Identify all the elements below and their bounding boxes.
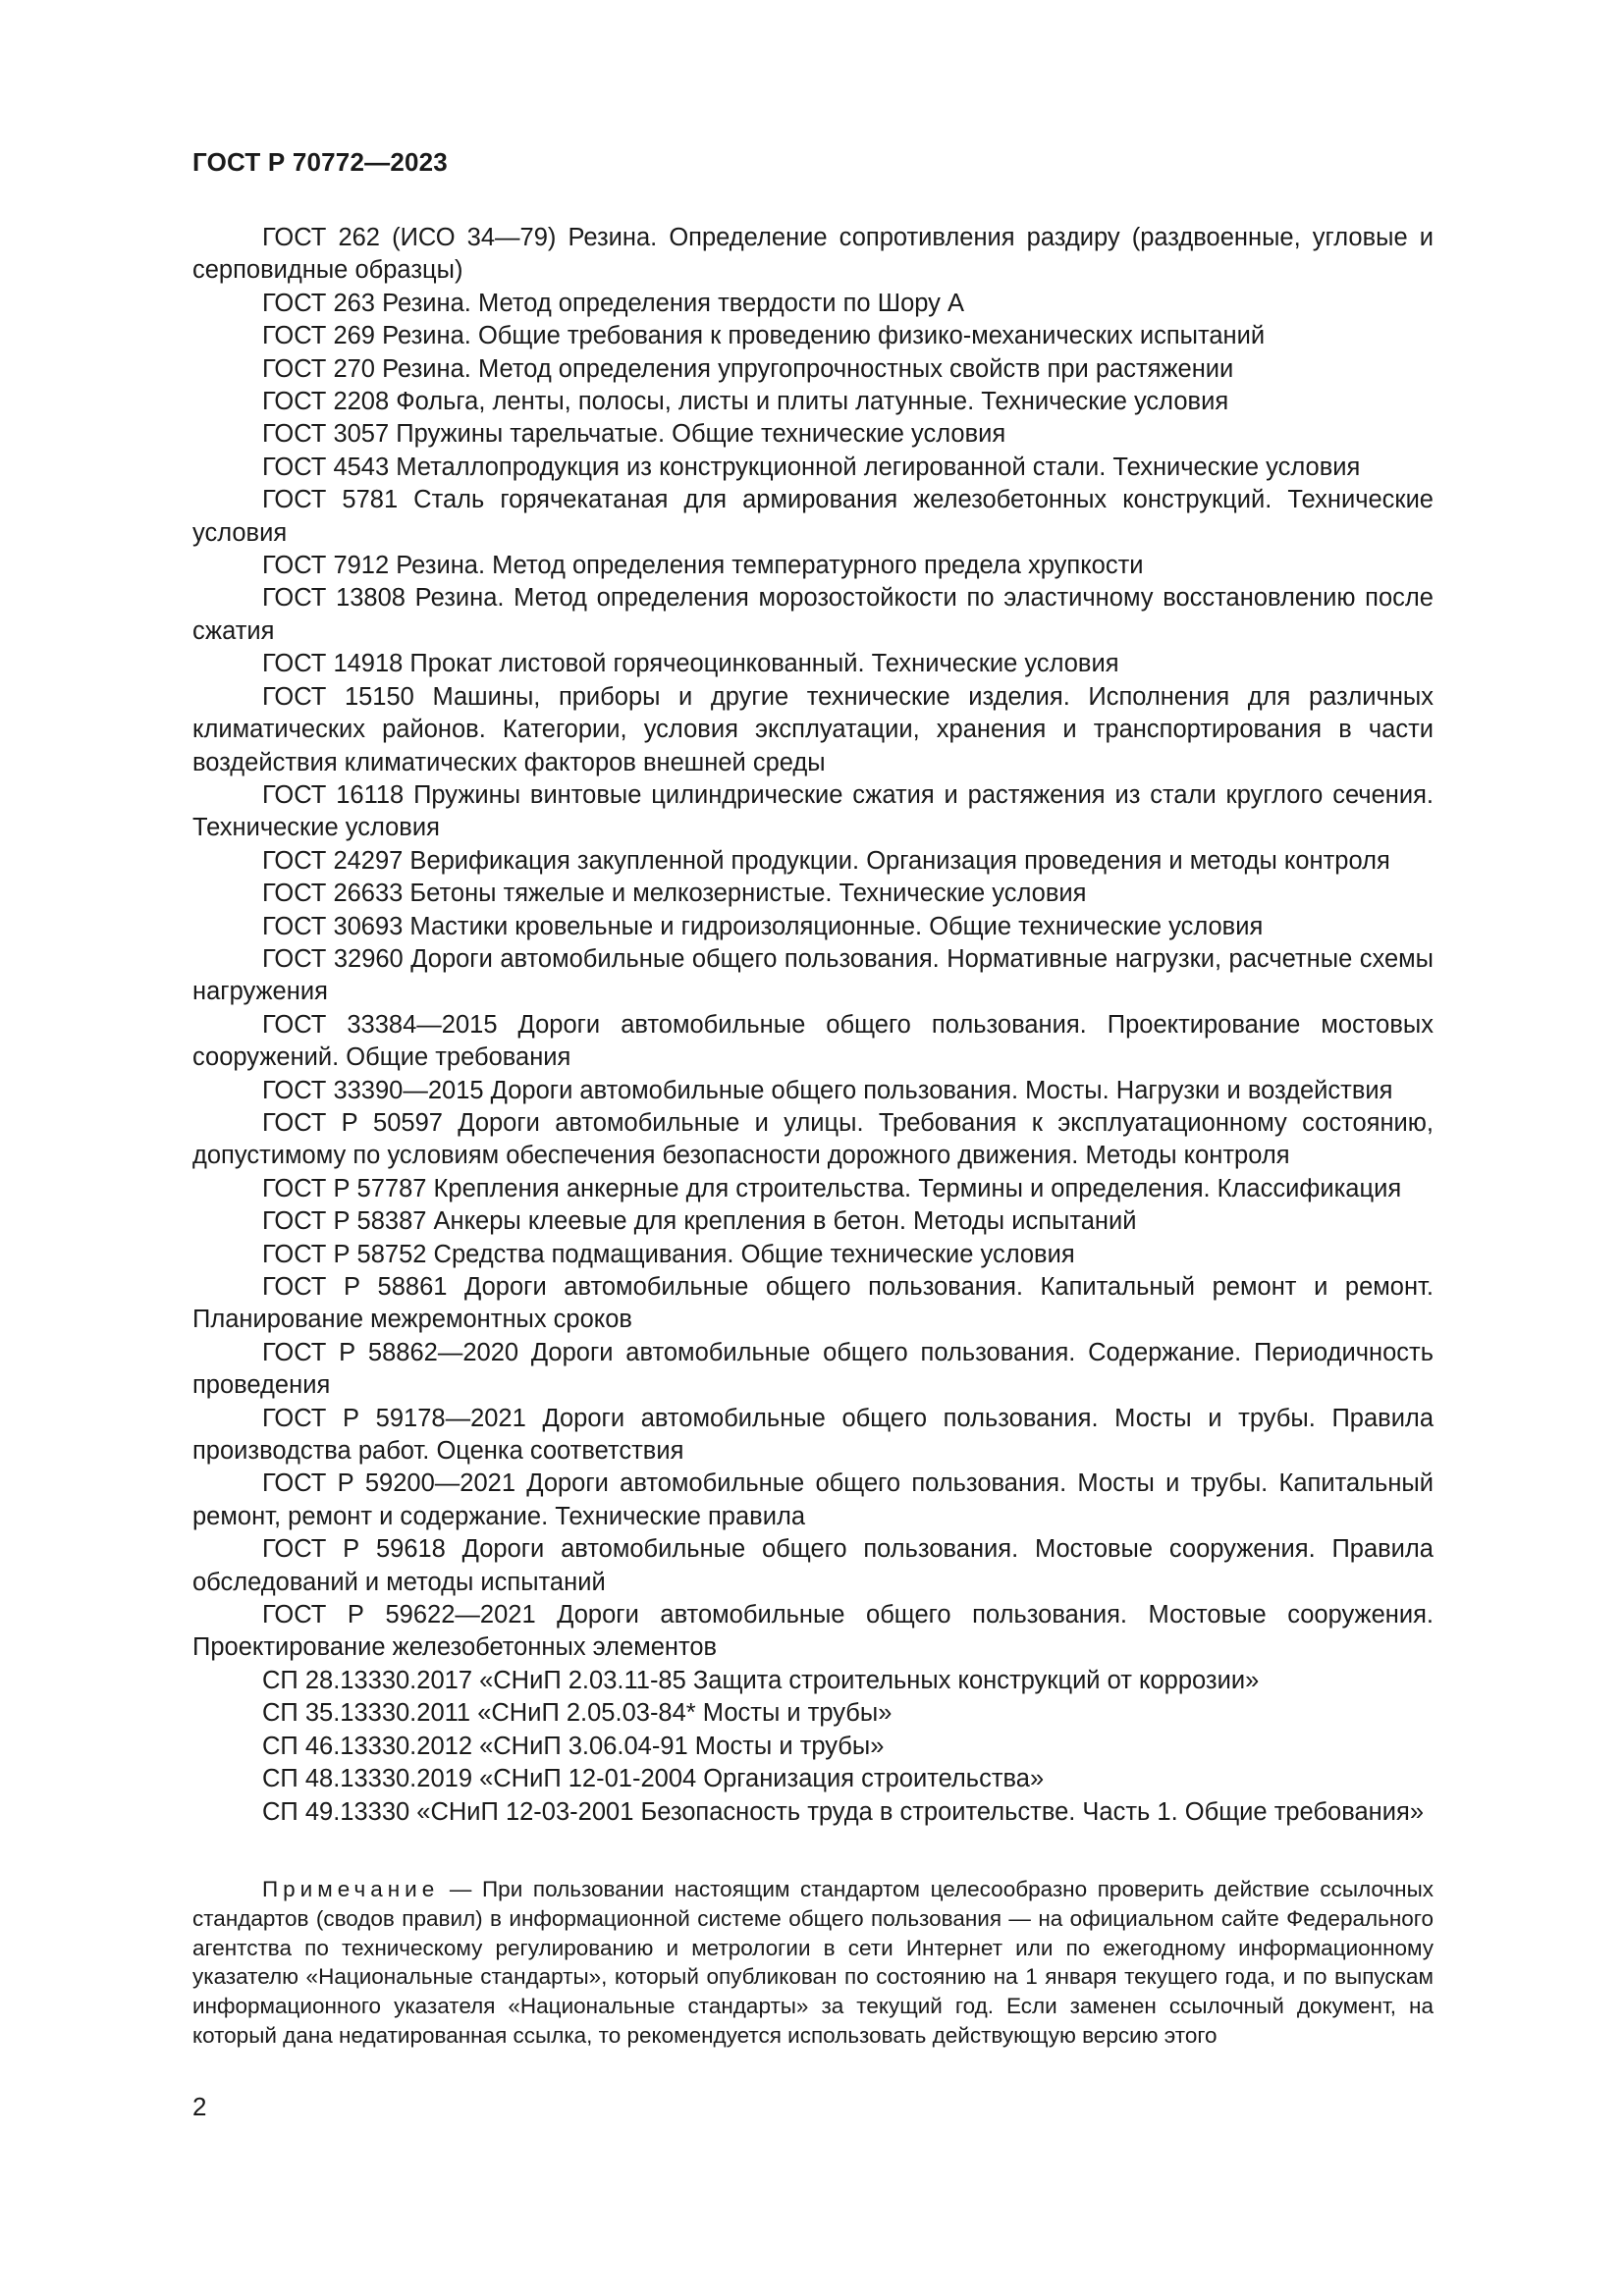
reference-entry: ГОСТ 3057 Пружины тарельчатые. Общие технические условия [262,420,1006,449]
reference-entry: СП 46.13330.2012 «СНиП 3.06.04-91 Мосты и трубы» [262,1732,885,1760]
reference-entry: СП 28.13330.2017 «СНиП 2.03.11-85 Защита строительных конструкций от коррозии» [262,1666,1260,1694]
reference-entry: ГОСТ 33390—2015 Дороги автомобильные общего пользования. Мосты. Нагрузки и воздействия [262,1076,1393,1104]
reference-entry: ГОСТ 32960 Дороги автомобильные общего пользования. Нормативные нагрузки, расчетные схемы нагружения [192,944,1434,1006]
note-text: — При пользовании настоящим стандартом целесообразно проверить действие ссылочных стандартов (сводов правил) в информационной системе общего пользования — на официальном сайте Федерального агентства по техническому регулированию и метрологии в сети Интернет или по ежегодному информационному указателю «Национальные стандарты», который опубликован по состоянию на 1 января текущего года, и по выпускам информационного указателя «Национальные стандарты» за текущий год. Если заменен ссылочный документ, на который дана недатированная ссылка, то рекомендуется использовать действующую версию этого [192,1877,1434,2048]
reference-entry: СП 35.13330.2011 «СНиП 2.05.03-84* Мосты и трубы» [262,1699,893,1728]
reference-entry: ГОСТ 269 Резина. Общие требования к проведению физико-механических испытаний [262,322,1266,350]
reference-entry: ГОСТ Р 58752 Средства подмащивания. Общие технические условия [262,1240,1075,1268]
document-header: ГОСТ Р 70772—2023 [192,147,448,177]
reference-entry: ГОСТ Р 59200—2021 Дороги автомобильные общего пользования. Мосты и трубы. Капитальный ремонт, ремонт и содержание. Технические правила [192,1469,1434,1530]
reference-entry: ГОСТ 13808 Резина. Метод определения морозостойкости по эластичному восстановлению после сжатия [192,584,1434,645]
reference-entry: ГОСТ Р 59178—2021 Дороги автомобильные общего пользования. Мосты и трубы. Правила производства работ. Оценка соответствия [192,1404,1434,1466]
reference-entry: ГОСТ 24297 Верификация закупленной продукции. Организация проведения и методы контроля [262,846,1390,875]
reference-entry: ГОСТ Р 59618 Дороги автомобильные общего пользования. Мостовые сооружения. Правила обследований и методы испытаний [192,1535,1434,1596]
note-label: Примечание [262,1877,440,1901]
reference-entry: ГОСТ 30693 Мастики кровельные и гидроизоляционные. Общие технические условия [262,912,1264,940]
reference-entry: ГОСТ 14918 Прокат листовой горячеоцинкованный. Технические условия [262,650,1119,678]
reference-entry: СП 49.13330 «СНиП 12-03-2001 Безопасность труда в строительстве. Часть 1. Общие требования» [262,1797,1424,1826]
reference-entry: ГОСТ 4543 Металлопродукция из конструкционной легированной стали. Технические условия [262,453,1361,481]
reference-entry: ГОСТ 2208 Фольга, ленты, полосы, листы и плиты латунные. Технические условия [262,388,1229,416]
reference-entry: ГОСТ Р 57787 Крепления анкерные для строительства. Термины и определения. Классификация [262,1174,1402,1202]
reference-entry: ГОСТ 15150 Машины, приборы и другие технические изделия. Исполнения для различных климатических районов. Категории, условия эксплуатации, хранения и транспортирования в части воздействия климатических факторов внешней среды [192,682,1434,776]
reference-entry: ГОСТ Р 58861 Дороги автомобильные общего пользования. Капитальный ремонт и ремонт. Планирование межремонтных сроков [192,1273,1434,1334]
reference-entry: ГОСТ 5781 Сталь горячекатаная для армирования железобетонных конструкций. Технические условия [192,486,1434,547]
reference-entry: СП 48.13330.2019 «СНиП 12-01-2004 Организация строительства» [262,1765,1045,1793]
reference-entry: ГОСТ 16118 Пружины винтовые цилиндрические сжатия и растяжения из стали круглого сечения. Технические условия [192,780,1434,842]
note-paragraph [192,1875,1434,2051]
reference-entry: ГОСТ 262 (ИСО 34—79) Резина. Определение сопротивления раздиру (раздвоенные, угловые и серповидные образцы) [192,224,1434,285]
reference-entry: ГОСТ 33384—2015 Дороги автомобильные общего пользования. Проектирование мостовых сооружений. Общие требования [192,1010,1434,1072]
reference-entry: ГОСТ 7912 Резина. Метод определения температурного предела хрупкости [262,552,1144,580]
reference-entry: ГОСТ Р 58387 Анкеры клеевые для крепления в бетон. Методы испытаний [262,1207,1137,1236]
reference-entry: ГОСТ Р 58862—2020 Дороги автомобильные общего пользования. Содержание. Периодичность проведения [192,1338,1434,1400]
reference-entry: ГОСТ 26633 Бетоны тяжелые и мелкозернистые. Технические условия [262,880,1087,908]
reference-entry: ГОСТ 270 Резина. Метод определения упругопрочностных свойств при растяжении [262,354,1234,383]
reference-entry: ГОСТ Р 50597 Дороги автомобильные и улицы. Требования к эксплуатационному состоянию, допустимому по условиям обеспечения безопасности дорожного движения. Методы контроля [192,1108,1434,1170]
reference-entry: ГОСТ Р 59622—2021 Дороги автомобильные общего пользования. Мостовые сооружения. Проектирование железобетонных элементов [192,1601,1434,1662]
reference-entry: ГОСТ 263 Резина. Метод определения твердости по Шору А [262,289,964,317]
normative-references-list [192,222,1434,1829]
page-number: 2 [192,2092,207,2121]
